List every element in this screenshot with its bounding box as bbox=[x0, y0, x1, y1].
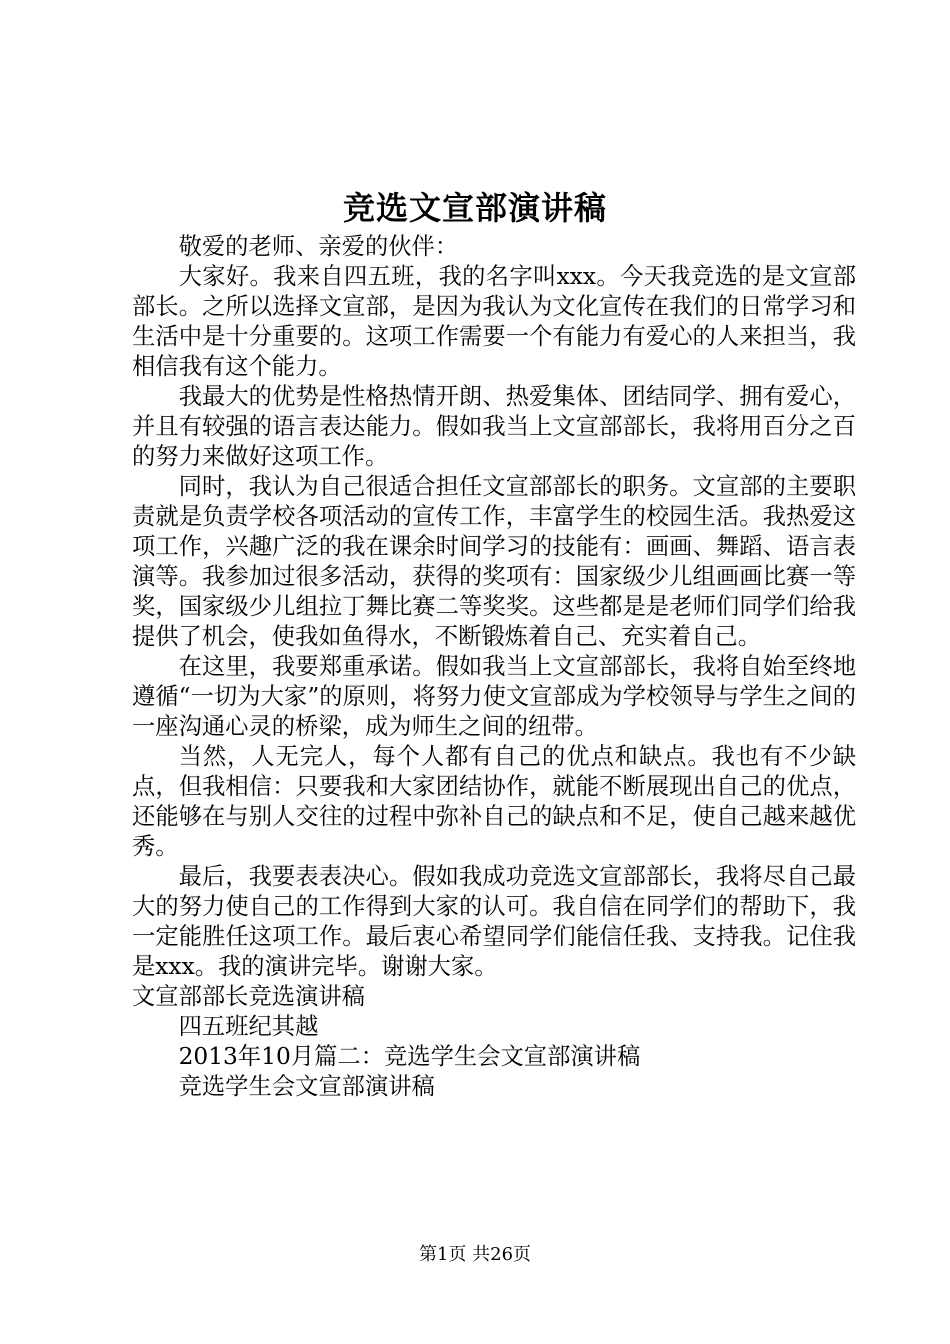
closing-line: 文宣部部长竞选演讲稿 bbox=[132, 983, 365, 1010]
paragraph-suitability: 同时，我认为自己很适合担任文宣部部长的职务。文宣部的主要职责就是负责学校各项活动的宣传工作，丰富学生的校园生活。我热爱这项工作，兴趣广泛的我在课余时间学习的技能有：画画、舞蹈、语言表演等。我参加过很多活动，获得的奖项有：国家级少儿组画画比赛一等奖，国家级少儿组拉丁舞比赛二等奖奖。这些都是是老师们同学们给我提供了机会，使我如鱼得水，不断锻炼着自己、充实着自己。 bbox=[132, 473, 856, 650]
document-title: 竞选文宣部演讲稿 bbox=[342, 189, 607, 227]
paragraph-strengths: 我最大的优势是性格热情开朗、热爱集体、团结同学、拥有爱心，并且有较强的语言表达能力。假如我当上文宣部部长，我将用百分之百的努力来做好这项工作。 bbox=[132, 383, 856, 470]
document-body bbox=[132, 232, 856, 1102]
paragraph-promise: 在这里，我要郑重承诺。假如我当上文宣部部长，我将自始至终地遵循“一切为大家”的原则，将努力使文宣部成为学校领导与学生之间的一座沟通心灵的桥梁，成为师生之间的纽带。 bbox=[132, 653, 856, 740]
page-footer: 第1页 共26页 bbox=[418, 1244, 532, 1265]
date-line: 2013年10月篇二：竞选学生会文宣部演讲稿 bbox=[178, 1043, 641, 1070]
paragraph-intro: 大家好。我来自四五班，我的名字叫xxx。今天我竞选的是文宣部部长。之所以选择文宣部，是因为我认为文化宣传在我们的日常学习和生活中是十分重要的。这项工作需要一个有能力有爱心的人来担当，我相信我有这个能力。 bbox=[132, 263, 856, 380]
paragraph-conclusion: 最后，我要表表决心。假如我成功竞选文宣部部长，我将尽自己最大的努力使自己的工作得到大家的认可。我自信在同学们的帮助下，我一定能胜任这项工作。最后衷心希望同学们能信任我、支持我。记住我是xxx。我的演讲完毕。谢谢大家。 bbox=[132, 863, 856, 980]
signature: 四五班纪其越 bbox=[178, 1013, 319, 1040]
paragraph-shortcomings: 当然，人无完人，每个人都有自己的优点和缺点。我也有不少缺点，但我相信：只要我和大家团结协作，就能不断展现出自己的优点，还能够在与别人交往的过程中弥补自己的缺点和不足，使自己越来越优秀。 bbox=[132, 743, 856, 860]
salutation: 敬爱的老师、亲爱的伙伴： bbox=[178, 233, 459, 260]
next-section-title: 竞选学生会文宣部演讲稿 bbox=[178, 1073, 435, 1100]
